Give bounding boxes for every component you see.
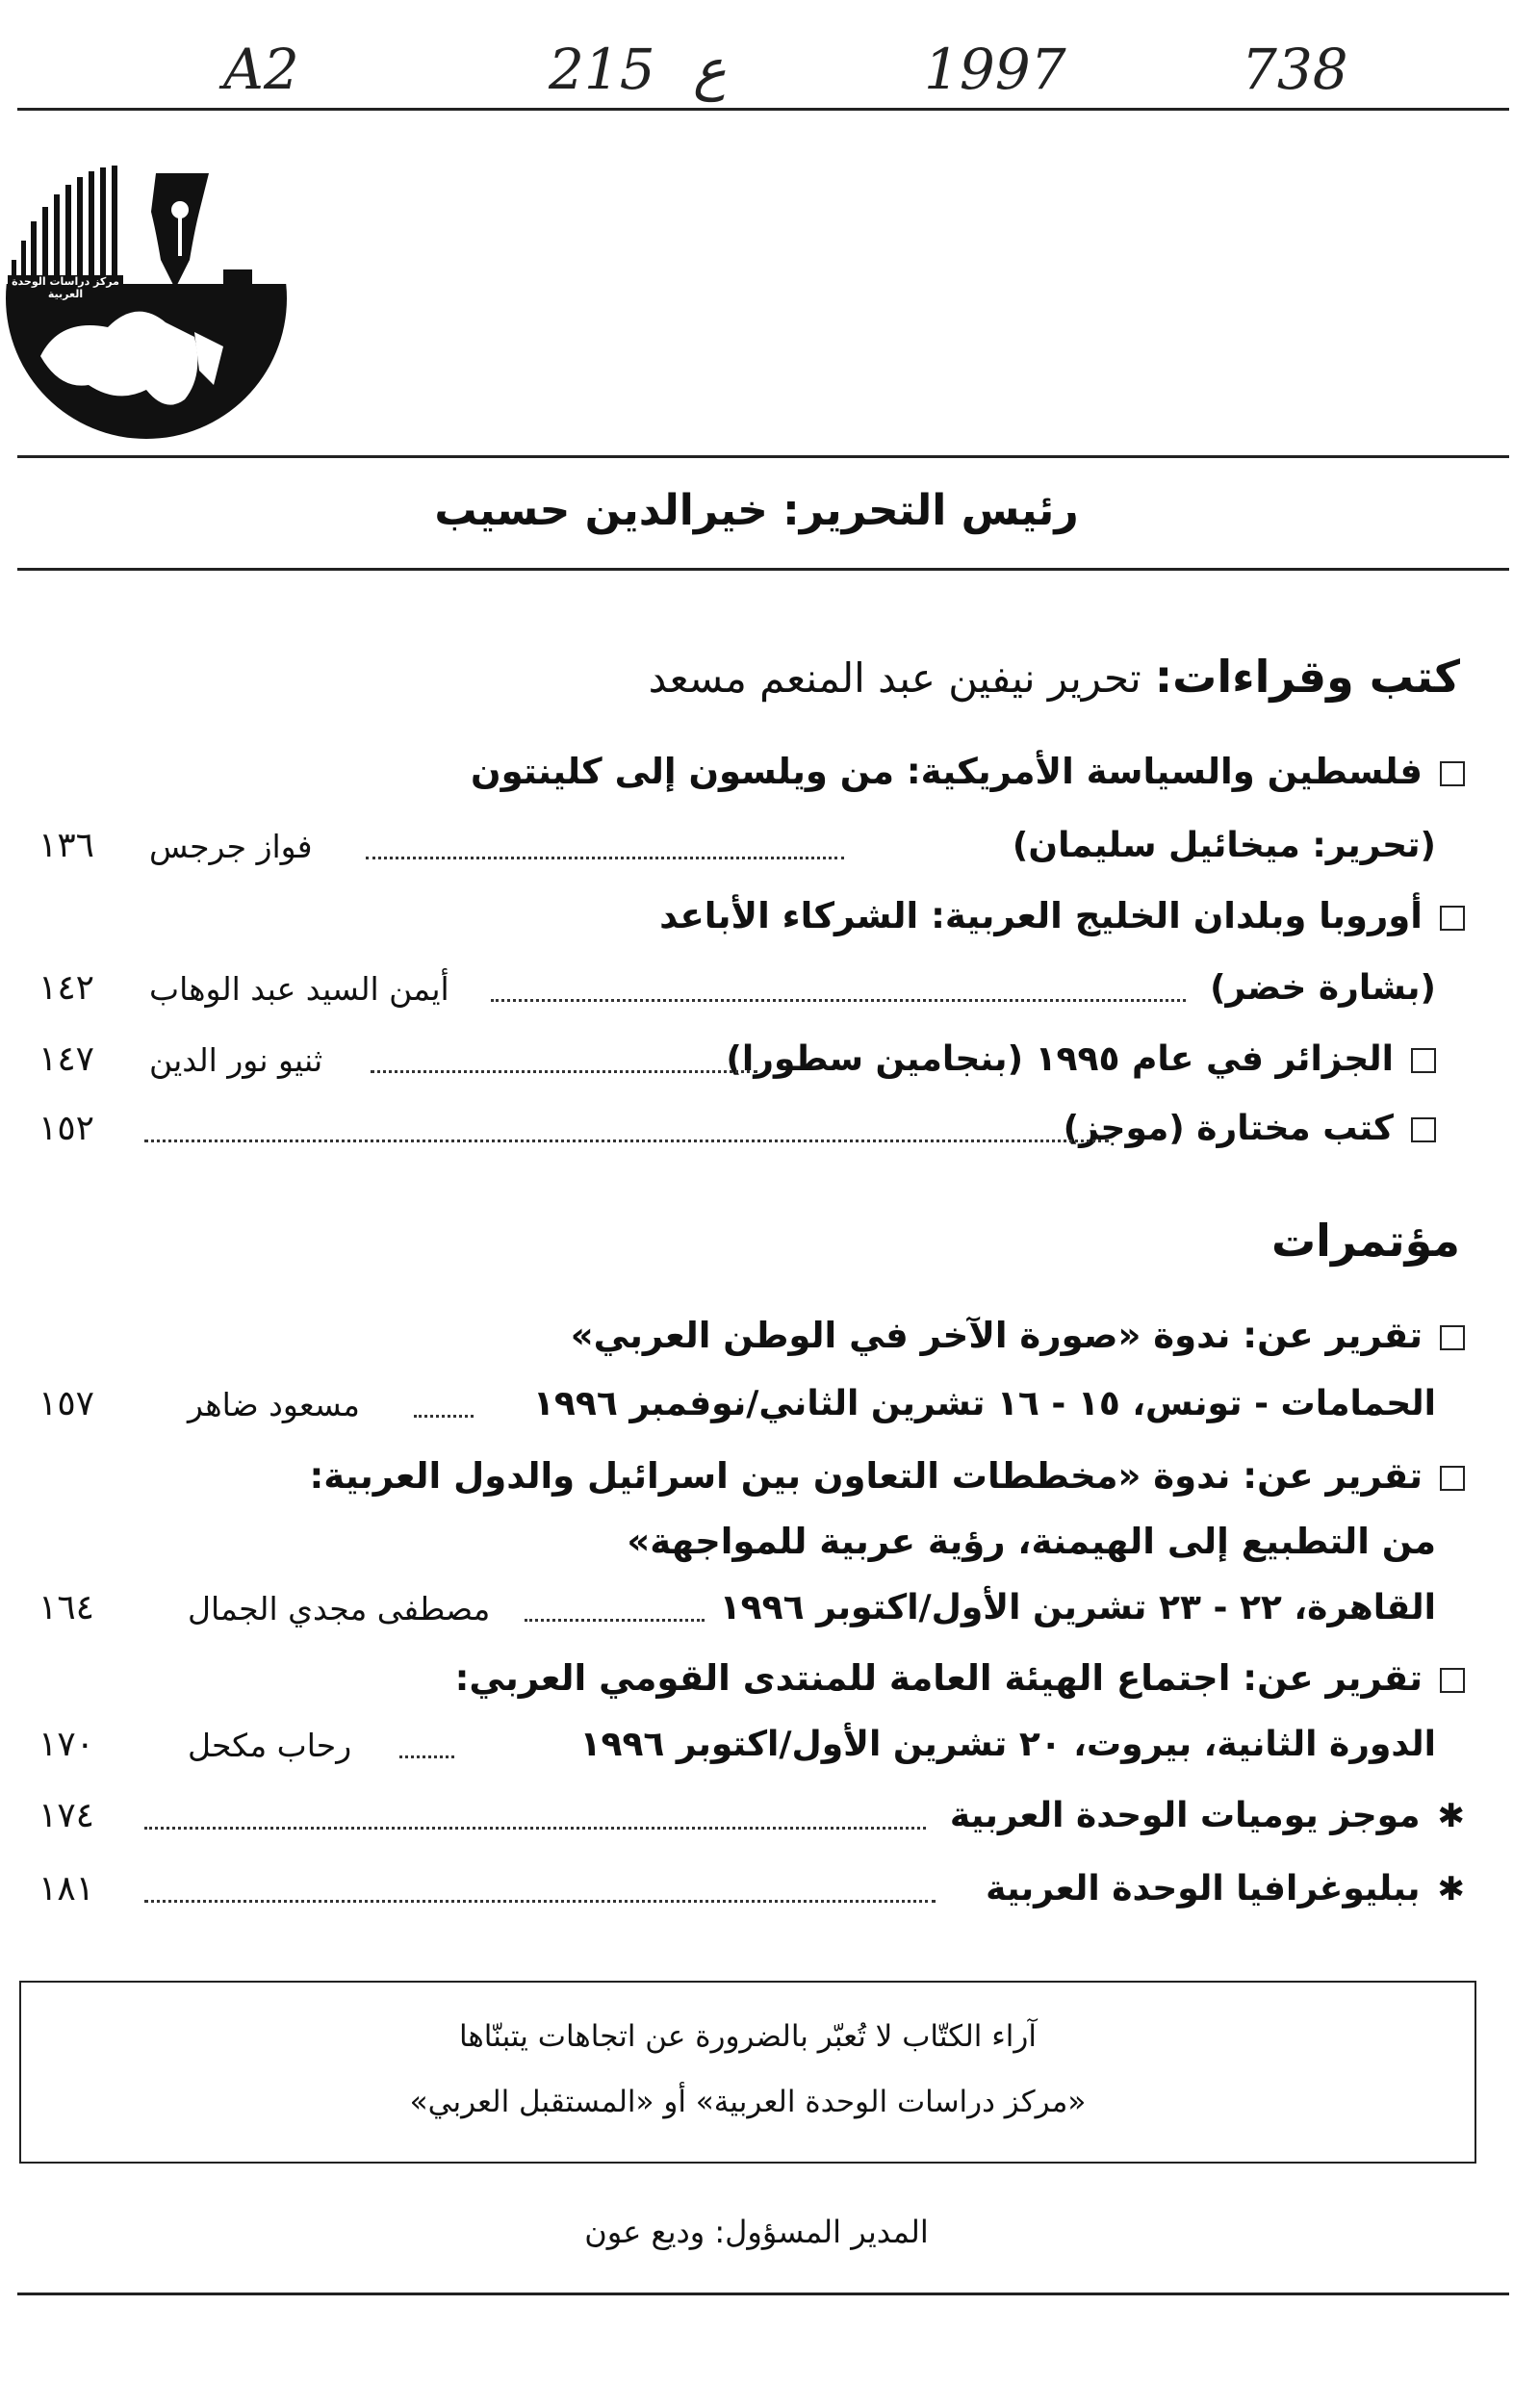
entry-title: تقرير عن: اجتماع الهيئة العامة للمنتدى القومي العربي: <box>454 1657 1423 1699</box>
toc-row <box>38 1588 1436 1638</box>
disclaimer-line-2: «مركز دراسات الوحدة العربية» أو «المستقبل العربي» <box>409 2085 1087 2119</box>
entry-page-number: ١٧٤ <box>38 1796 95 1835</box>
entry-page-number: ١٥٧ <box>38 1384 95 1423</box>
books-section-heading: كتب وقراءات: <box>1154 651 1460 703</box>
toc-row <box>38 1869 1465 1919</box>
handwritten-note-ain: ع <box>693 37 727 102</box>
entry-title-text: ببليوغرافيا الوحدة العربية <box>986 1869 1421 1908</box>
dot-leader <box>491 999 1186 1002</box>
toc-row <box>38 1796 1465 1846</box>
list-item <box>571 1315 1465 1356</box>
entry-subtitle: من التطبيع إلى الهيمنة، رؤية عربية للمواجهة» <box>627 1521 1436 1562</box>
entry-title: تقرير عن: ندوة «مخططات التعاون بين اسرائيل والدول العربية: <box>309 1455 1423 1497</box>
editor-in-chief-line: رئيس التحرير: خيرالدين حسيب <box>434 486 1079 535</box>
list-item <box>471 751 1465 792</box>
entry-page-number: ١٥٢ <box>38 1109 95 1148</box>
entry-title-text: موجز يوميات الوحدة العربية <box>949 1796 1421 1835</box>
entry-author: مسعود ضاهر <box>188 1386 360 1423</box>
checkbox-square-icon <box>1440 1466 1465 1491</box>
entry-subtitle: (تحرير: ميخائيل سليمان) <box>1012 826 1436 865</box>
handwritten-note-year: 1997 <box>924 37 1066 102</box>
disclaimer-box <box>19 1981 1476 2164</box>
dot-leader <box>399 1755 454 1758</box>
asterisk-icon: ✱ <box>1437 1870 1465 1908</box>
top-rule <box>17 108 1509 111</box>
list-item <box>455 1657 1465 1699</box>
entry-page-number: ١٤٧ <box>38 1039 95 1079</box>
entry-page-number: ١٣٦ <box>38 826 95 865</box>
list-item <box>659 895 1465 936</box>
entry-title: أوروبا وبلدان الخليج العربية: الشركاء الأباعد <box>659 895 1423 936</box>
bottom-rule <box>17 2293 1509 2295</box>
toc-row <box>38 968 1436 1018</box>
checkbox-square-icon <box>1440 761 1465 786</box>
managing-director-line: المدير المسؤول: وديع عون <box>584 2214 929 2250</box>
entry-subtitle: الدورة الثانية، بيروت، ٢٠ تشرين الأول/اكتوبر ١٩٩٦ <box>579 1725 1436 1764</box>
center-logo <box>2 154 291 443</box>
entry-title <box>1064 1109 1436 1148</box>
dot-leader <box>144 1140 1109 1142</box>
toc-row <box>38 826 1436 876</box>
books-section-title <box>649 651 1460 703</box>
toc-row <box>38 1725 1436 1775</box>
checkbox-square-icon <box>1440 1668 1465 1693</box>
entry-title: تقرير عن: ندوة «صورة الآخر في الوطن العربي» <box>570 1315 1423 1356</box>
checkbox-square-icon <box>1411 1117 1436 1142</box>
dot-leader <box>371 1070 757 1073</box>
entry-title <box>950 1796 1465 1835</box>
toc-row <box>38 1109 1436 1159</box>
entry-title-text: كتب مختارة (موجز) <box>1063 1109 1394 1148</box>
entry-author: مصطفى مجدي الجمال <box>188 1590 491 1627</box>
dot-leader <box>414 1415 474 1418</box>
entry-title <box>986 1869 1465 1908</box>
checkbox-square-icon <box>1440 906 1465 931</box>
entry-title-text: الجزائر في عام ١٩٩٥ (بنجامين سطورا) <box>726 1039 1394 1079</box>
dot-leader <box>144 1900 936 1903</box>
rule-above-editor <box>17 455 1509 458</box>
handwritten-note-a2: A2 <box>223 37 299 102</box>
entry-author: رحاب مكحل <box>188 1727 352 1764</box>
entry-title: فلسطين والسياسة الأمريكية: من ويلسون إلى كلينتون <box>470 751 1423 792</box>
entry-author: فواز جرجس <box>149 828 313 865</box>
books-section-editor: تحرير نيفين عبد المنعم مسعد <box>648 654 1141 702</box>
handwritten-note-215: 215 <box>549 37 655 102</box>
entry-page-number: ١٧٠ <box>38 1725 95 1764</box>
toc-row <box>38 1384 1436 1434</box>
entry-subtitle: (بشارة خضر) <box>1210 968 1436 1008</box>
handwritten-note-738: 738 <box>1242 37 1348 102</box>
asterisk-icon: ✱ <box>1437 1797 1465 1835</box>
dot-leader <box>144 1827 926 1830</box>
checkbox-square-icon <box>1440 1325 1465 1350</box>
toc-row <box>38 1039 1436 1089</box>
list-item <box>310 1455 1466 1497</box>
entry-author: ثنيو نور الدين <box>149 1041 323 1079</box>
dot-leader <box>525 1619 705 1622</box>
disclaimer-line-1: آراء الكتّاب لا تُعبّر بالضرورة عن اتجاهات يتبنّاها <box>458 2019 1038 2054</box>
checkbox-square-icon <box>1411 1048 1436 1073</box>
entry-page-number: ١٤٢ <box>38 968 95 1008</box>
entry-page-number: ١٦٤ <box>38 1588 95 1627</box>
conferences-section-title: مؤتمرات <box>1270 1215 1460 1267</box>
logo-org-text: مركز دراسات الوحدة العربية <box>8 275 123 300</box>
rule-below-editor <box>17 568 1509 571</box>
entry-title <box>726 1039 1436 1079</box>
dot-leader <box>366 857 844 859</box>
entry-subtitle: الحمامات - تونس، ١٥ - ١٦ تشرين الثاني/نوفمبر ١٩٩٦ <box>532 1384 1436 1423</box>
entry-subtitle: القاهرة، ٢٢ - ٢٣ تشرين الأول/اكتوبر ١٩٩٦ <box>719 1588 1436 1627</box>
entry-author: أيمن السيد عبد الوهاب <box>149 970 449 1008</box>
entry-page-number: ١٨١ <box>38 1869 95 1908</box>
